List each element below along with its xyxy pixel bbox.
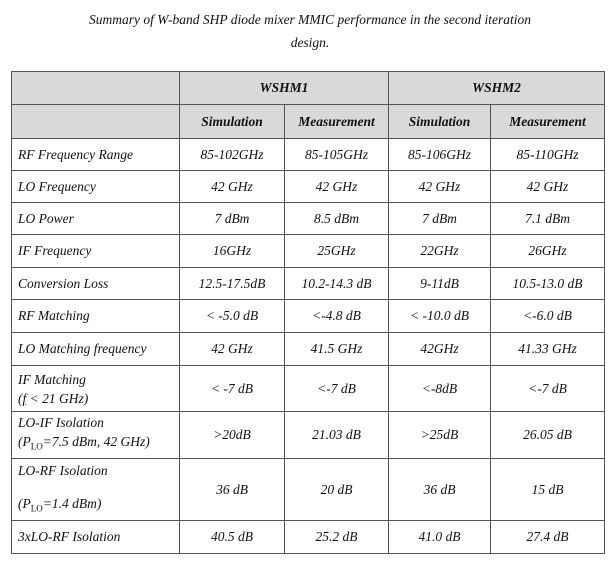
table-cell: 42GHz: [389, 333, 491, 366]
table-row: [12, 139, 605, 171]
subheader-simulation: Simulation: [389, 105, 491, 139]
table-row: [12, 235, 605, 268]
table-cell: 42 GHz: [180, 171, 285, 203]
row-label-line-1: LO-RF Isolation: [18, 462, 108, 478]
table-cell: 7 dBm: [389, 203, 491, 235]
table-cell: 42 GHz: [491, 171, 605, 203]
row-label: [12, 412, 180, 459]
table-cell: 7 dBm: [180, 203, 285, 235]
table-cell: <-7 dB: [285, 366, 389, 412]
caption-line-1: Summary of W-band SHP diode mixer MMIC performance in the second iteration: [88, 12, 532, 27]
table-cell: 27.4 dB: [491, 521, 605, 554]
table-group-header-row: [12, 72, 605, 105]
table-cell: 10.2-14.3 dB: [285, 268, 389, 300]
row-label-line-1: IF Matching: [18, 371, 86, 387]
table-cell: < -7 dB: [180, 366, 285, 412]
row-label: RF Frequency Range: [12, 139, 180, 171]
table-cell: <-4.8 dB: [285, 300, 389, 333]
table-cell: 41.5 GHz: [285, 333, 389, 366]
group-header-wshm1: WSHM1: [180, 72, 389, 105]
subheader-measurement: Measurement: [491, 105, 605, 139]
table-cell: 15 dB: [491, 459, 605, 521]
header-empty-cell: [12, 105, 180, 139]
table-cell: 36 dB: [389, 459, 491, 521]
table-cell: 85-106GHz: [389, 139, 491, 171]
row-label: [12, 366, 180, 412]
table-row: [12, 268, 605, 300]
subheader-measurement: Measurement: [285, 105, 389, 139]
table-cell: 41.0 dB: [389, 521, 491, 554]
table-row: [12, 203, 605, 235]
table-cell: 26GHz: [491, 235, 605, 268]
row-label-line-1: LO-IF Isolation: [18, 415, 104, 431]
header-empty-cell: [12, 72, 180, 105]
row-label: LO Power: [12, 203, 180, 235]
power-subscript: LO: [30, 503, 43, 514]
table-cell: <-7 dB: [491, 366, 605, 412]
table-cell: 26.05 dB: [491, 412, 605, 459]
table-cell: >20dB: [180, 412, 285, 459]
table-subheader-row: [12, 105, 605, 139]
power-symbol: (P: [18, 495, 31, 511]
row-label: [12, 459, 180, 521]
table-cell: 7.1 dBm: [491, 203, 605, 235]
table-cell: 42 GHz: [389, 171, 491, 203]
caption-line-2: design.: [290, 35, 330, 50]
row-label: RF Matching: [12, 300, 180, 333]
table-cell: <-6.0 dB: [491, 300, 605, 333]
table-cell: 25GHz: [285, 235, 389, 268]
frequency-symbol: f: [22, 390, 27, 406]
table-row: [12, 459, 605, 521]
table-caption: [20, 8, 600, 54]
performance-table: [11, 71, 605, 554]
table-cell: 85-110GHz: [491, 139, 605, 171]
row-label: LO Frequency: [12, 171, 180, 203]
power-symbol: (P: [18, 434, 31, 450]
row-label-condition: =7.5 dBm, 42 GHz): [42, 434, 150, 450]
table-row: [12, 300, 605, 333]
row-label-condition: =1.4 dBm): [42, 495, 102, 511]
table-row: [12, 333, 605, 366]
table-cell: 85-102GHz: [180, 139, 285, 171]
table-cell: 36 dB: [180, 459, 285, 521]
table-cell: 40.5 dB: [180, 521, 285, 554]
row-label: LO Matching frequency: [12, 333, 180, 366]
subheader-simulation: Simulation: [180, 105, 285, 139]
table-cell: 42 GHz: [180, 333, 285, 366]
table-cell: 41.33 GHz: [491, 333, 605, 366]
table-cell: 8.5 dBm: [285, 203, 389, 235]
table-cell: >25dB: [389, 412, 491, 459]
table-cell: 25.2 dB: [285, 521, 389, 554]
row-label: 3xLO-RF Isolation: [12, 521, 180, 554]
table-cell: 42 GHz: [285, 171, 389, 203]
row-label: IF Frequency: [12, 235, 180, 268]
table-cell: 12.5-17.5dB: [180, 268, 285, 300]
table-cell: 22GHz: [389, 235, 491, 268]
table-row: [12, 521, 605, 554]
row-label-line-2: [18, 494, 173, 519]
table-cell: 16GHz: [180, 235, 285, 268]
power-subscript: LO: [30, 441, 43, 452]
table-row: [12, 366, 605, 412]
table-cell: 21.03 dB: [285, 412, 389, 459]
group-header-wshm2: WSHM2: [389, 72, 605, 105]
row-label: Conversion Loss: [12, 268, 180, 300]
row-label-line-2: [18, 432, 173, 457]
row-label-line-2: (f < 21 GHz): [18, 390, 89, 406]
table-row: [12, 412, 605, 459]
table-cell: 85-105GHz: [285, 139, 389, 171]
table-cell: 9-11dB: [389, 268, 491, 300]
table-cell: < -10.0 dB: [389, 300, 491, 333]
table-cell: 20 dB: [285, 459, 389, 521]
row-label-condition: < 21 GHz): [26, 390, 89, 406]
table-cell: <-8dB: [389, 366, 491, 412]
table-cell: < -5.0 dB: [180, 300, 285, 333]
table-cell: 10.5-13.0 dB: [491, 268, 605, 300]
table-row: [12, 171, 605, 203]
